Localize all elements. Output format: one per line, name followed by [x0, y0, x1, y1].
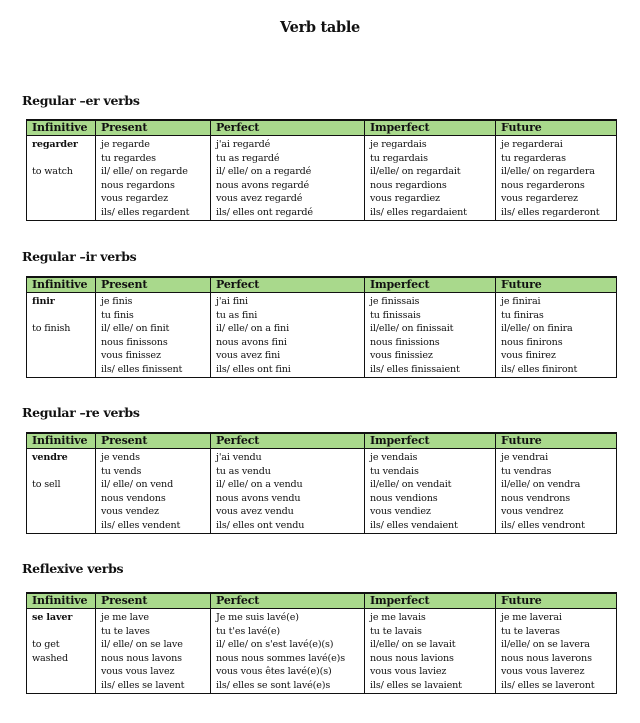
infinitive-verb: vendre [32, 452, 68, 463]
imperfect-form: je regardais [370, 139, 427, 150]
imperfect-form: je finissais [370, 296, 420, 307]
table-row [27, 293, 617, 378]
imperfect-form: je vendais [370, 452, 418, 463]
column-header-future: Future [496, 277, 617, 293]
verb-table-re [26, 432, 617, 534]
present-form: ils/ elles vendent [101, 519, 181, 531]
table-row [27, 609, 617, 694]
table-header-row [27, 433, 617, 449]
imperfect-form: vous vous laviez [370, 666, 447, 677]
spacer [32, 625, 95, 639]
spacer [32, 465, 95, 479]
present-form: je finis [101, 296, 133, 307]
spacer [32, 309, 95, 323]
imperfect-form: ils/ elles regardaient [370, 206, 467, 218]
present-form: il/ elle/ on regarde [101, 166, 188, 177]
infinitive-verb: finir [32, 296, 55, 307]
present-cell [96, 609, 211, 694]
perfect-form: il/ elle/ on a regardé [216, 166, 312, 177]
imperfect-form: je me lavais [370, 612, 426, 623]
perfect-cell [211, 136, 365, 221]
column-header-infinitive: Infinitive [27, 433, 96, 449]
future-form: nous finirons [501, 336, 563, 348]
imperfect-form: nous vendions [370, 492, 438, 504]
future-form: vous vous laverez [501, 666, 585, 677]
imperfect-form: vous finissiez [370, 350, 433, 361]
column-header-future: Future [496, 120, 617, 136]
table-row [27, 136, 617, 221]
imperfect-form: il/elle/ on vendait [370, 479, 452, 490]
future-form: ils/ elles regarderont [501, 206, 600, 218]
imperfect-form: tu te lavais [370, 625, 422, 637]
imperfect-form: il/elle/ on se lavait [370, 639, 456, 650]
english-meaning: to finish [32, 323, 71, 334]
infinitive-cell [27, 609, 96, 694]
perfect-form: j'ai fini [216, 296, 248, 307]
future-form: tu te laveras [501, 625, 560, 637]
perfect-form: vous avez regardé [216, 193, 303, 204]
perfect-form: il/ elle/ on a vendu [216, 479, 303, 490]
perfect-form: j'ai regardé [216, 139, 271, 150]
verb-table-er [26, 119, 617, 221]
perfect-form: vous avez fini [216, 350, 281, 361]
section-heading-er: Regular –er verbs [22, 93, 140, 108]
infinitive-cell [27, 293, 96, 378]
english-meaning: to watch [32, 166, 73, 177]
present-form: ils/ elles regardent [101, 206, 190, 218]
spacer [32, 152, 95, 166]
future-form: vous finirez [501, 350, 556, 361]
future-form: vous regarderez [501, 193, 578, 204]
table-header-row [27, 277, 617, 293]
column-header-future: Future [496, 433, 617, 449]
perfect-form: nous avons vendu [216, 492, 301, 504]
perfect-form: nous avons fini [216, 336, 287, 348]
future-form: je vendrai [501, 452, 548, 463]
present-form: ils/ elles finissent [101, 363, 183, 375]
perfect-form: vous avez vendu [216, 506, 294, 517]
perfect-form: il/ elle/ on a fini [216, 323, 289, 334]
section-heading-re: Regular –re verbs [22, 405, 140, 420]
perfect-form: nous nous sommes lavé(e)s [216, 652, 345, 664]
perfect-cell [211, 609, 365, 694]
present-form: il/ elle/ on se lave [101, 639, 183, 650]
future-form: tu finiras [501, 309, 544, 321]
imperfect-form: vous regardiez [370, 193, 440, 204]
document-title: Verb table [280, 19, 360, 36]
imperfect-form: ils/ elles vendaient [370, 519, 458, 531]
future-form: nous nous laverons [501, 652, 592, 664]
column-header-imperfect: Imperfect [365, 120, 496, 136]
infinitive-verb: se laver [32, 612, 73, 623]
english-meaning: washed [32, 652, 68, 664]
future-cell [496, 609, 617, 694]
imperfect-form: tu regardais [370, 152, 428, 164]
perfect-form: tu as fini [216, 309, 258, 321]
perfect-form: tu t'es lavé(e) [216, 625, 281, 637]
column-header-infinitive: Infinitive [27, 593, 96, 609]
perfect-form: nous avons regardé [216, 179, 310, 191]
imperfect-form: ils/ elles finissaient [370, 363, 460, 375]
verb-table-ir [26, 276, 617, 378]
column-header-infinitive: Infinitive [27, 120, 96, 136]
future-form: je finirai [501, 296, 541, 307]
future-form: ils/ elles se laveront [501, 679, 595, 691]
present-form: vous vous lavez [101, 666, 175, 677]
perfect-cell [211, 449, 365, 534]
present-form: tu vends [101, 465, 142, 477]
future-form: vous vendrez [501, 506, 564, 517]
present-form: je me lave [101, 612, 149, 623]
future-form: tu vendras [501, 465, 552, 477]
perfect-cell [211, 293, 365, 378]
future-form: tu regarderas [501, 152, 566, 164]
present-form: ils/ elles se lavent [101, 679, 185, 691]
column-header-present: Present [96, 433, 211, 449]
imperfect-form: il/elle/ on regardait [370, 166, 461, 177]
english-meaning: to sell [32, 479, 61, 490]
column-header-imperfect: Imperfect [365, 433, 496, 449]
imperfect-form: nous regardions [370, 179, 447, 191]
present-form: nous vendons [101, 492, 166, 504]
imperfect-form: vous vendiez [370, 506, 431, 517]
table-row [27, 449, 617, 534]
perfect-form: il/ elle/ on s'est lavé(e)(s) [216, 639, 334, 650]
future-form: il/elle/ on vendra [501, 479, 581, 490]
column-header-present: Present [96, 593, 211, 609]
present-form: vous vendez [101, 506, 159, 517]
perfect-form: ils/ elles ont fini [216, 363, 291, 375]
imperfect-cell [365, 449, 496, 534]
present-form: il/ elle/ on vend [101, 479, 174, 490]
column-header-present: Present [96, 277, 211, 293]
column-header-imperfect: Imperfect [365, 277, 496, 293]
imperfect-form: tu vendais [370, 465, 419, 477]
infinitive-verb: regarder [32, 139, 78, 150]
present-form: je vends [101, 452, 140, 463]
column-header-perfect: Perfect [211, 593, 365, 609]
present-form: vous regardez [101, 193, 168, 204]
imperfect-cell [365, 293, 496, 378]
future-form: il/elle/ on finira [501, 323, 573, 334]
perfect-form: ils/ elles se sont lavé(e)s [216, 679, 331, 691]
future-cell [496, 293, 617, 378]
table-header-row [27, 120, 617, 136]
column-header-perfect: Perfect [211, 277, 365, 293]
present-form: tu te laves [101, 625, 150, 637]
present-form: nous finissons [101, 336, 168, 348]
present-form: tu regardes [101, 152, 156, 164]
section-heading-reflexive: Reflexive verbs [22, 561, 124, 576]
column-header-future: Future [496, 593, 617, 609]
present-form: je regarde [101, 139, 150, 150]
present-form: tu finis [101, 309, 134, 321]
future-cell [496, 136, 617, 221]
perfect-form: Je me suis lavé(e) [216, 612, 299, 623]
column-header-perfect: Perfect [211, 433, 365, 449]
future-form: je regarderai [501, 139, 563, 150]
infinitive-cell [27, 136, 96, 221]
future-cell [496, 449, 617, 534]
imperfect-cell [365, 136, 496, 221]
imperfect-form: il/elle/ on finissait [370, 323, 454, 334]
future-form: ils/ elles vendront [501, 519, 585, 531]
column-header-present: Present [96, 120, 211, 136]
imperfect-form: nous nous lavions [370, 652, 454, 664]
perfect-form: j'ai vendu [216, 452, 262, 463]
present-form: nous regardons [101, 179, 175, 191]
future-form: je me laverai [501, 612, 562, 623]
imperfect-form: tu finissais [370, 309, 421, 321]
verb-table-reflexive [26, 592, 617, 694]
future-form: nous vendrons [501, 492, 571, 504]
present-cell [96, 293, 211, 378]
infinitive-cell [27, 449, 96, 534]
perfect-form: ils/ elles ont regardé [216, 206, 313, 218]
future-form: il/elle/ on se lavera [501, 639, 590, 650]
future-form: il/elle/ on regardera [501, 166, 595, 177]
perfect-form: tu as vendu [216, 465, 271, 477]
present-form: nous nous lavons [101, 652, 182, 664]
table-header-row [27, 593, 617, 609]
column-header-perfect: Perfect [211, 120, 365, 136]
perfect-form: vous vous êtes lavé(e)(s) [216, 666, 332, 677]
future-form: nous regarderons [501, 179, 585, 191]
english-meaning: to get [32, 639, 60, 650]
imperfect-form: ils/ elles se lavaient [370, 679, 462, 691]
perfect-form: ils/ elles ont vendu [216, 519, 305, 531]
column-header-imperfect: Imperfect [365, 593, 496, 609]
present-cell [96, 449, 211, 534]
present-form: vous finissez [101, 350, 161, 361]
imperfect-cell [365, 609, 496, 694]
present-form: il/ elle/ on finit [101, 323, 170, 334]
present-cell [96, 136, 211, 221]
future-form: ils/ elles finiront [501, 363, 578, 375]
imperfect-form: nous finissions [370, 336, 440, 348]
perfect-form: tu as regardé [216, 152, 280, 164]
section-heading-ir: Regular –ir verbs [22, 249, 137, 264]
column-header-infinitive: Infinitive [27, 277, 96, 293]
